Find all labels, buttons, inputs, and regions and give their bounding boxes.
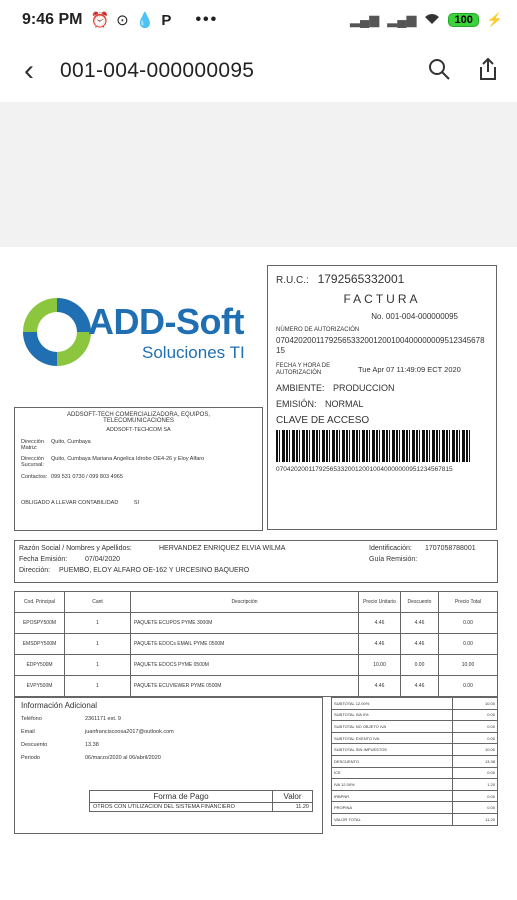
info-value: juanfranciscoosa2017@outlook.com — [85, 729, 174, 735]
dir-sucursal-label: Dirección Sucursal: — [21, 456, 44, 468]
info-key: Periodo — [21, 755, 40, 761]
totals-row — [332, 790, 498, 802]
cell: PAQUETE ECUVIEWER PYME 0500M — [131, 676, 359, 697]
totals-row — [332, 755, 498, 767]
document-top-margin — [0, 102, 517, 247]
signal-icon: ▂▄▆ — [350, 12, 380, 27]
doc-type: FACTURA — [343, 292, 421, 306]
auth-number: 0704202001179256533200120010040000000951234567815 — [276, 336, 485, 356]
col-header: Precio Total — [439, 592, 498, 613]
contacto: 099 531 0730 / 099 803 4965 — [51, 474, 123, 480]
total-label: SUBTOTAL EXENTO IVA — [332, 732, 453, 744]
totals-row — [332, 813, 498, 825]
ruc-box — [267, 265, 497, 530]
contabilidad-label: OBLIGADO A LLEVAR CONTABILIDAD — [21, 500, 119, 506]
total-value: 10.00 — [453, 698, 498, 710]
total-value: 0.00 — [453, 802, 498, 814]
date-value: Tue Apr 07 11:49:09 ECT 2020 — [358, 365, 461, 375]
table-row — [15, 613, 498, 634]
info-value: 06/marzo/2020 al 06/abril/2020 — [85, 755, 161, 761]
info-key: Teléfono — [21, 716, 42, 722]
totals-row — [332, 802, 498, 814]
total-value: 10.00 — [453, 744, 498, 756]
info-key: Descuento — [21, 742, 48, 748]
company-logo — [22, 295, 258, 375]
cell: EDPY500M — [15, 655, 65, 676]
col-header: Cod. Principal — [15, 592, 65, 613]
drop-icon: 💧 — [135, 12, 155, 29]
total-label: IRBPNR — [332, 790, 453, 802]
table-row — [15, 676, 498, 697]
search-icon[interactable] — [427, 57, 451, 86]
logo-name: ADD-Soft — [88, 301, 244, 342]
totals-table — [331, 697, 498, 826]
total-label: SUBTOTAL IVA 0% — [332, 709, 453, 721]
additional-info-box — [14, 697, 323, 834]
fecha-label: Fecha Emisión: — [19, 556, 68, 563]
more-notifications-icon: ••• — [195, 11, 219, 28]
dir-matriz-label: Dirección Matriz: — [21, 439, 44, 451]
total-value: 0.00 — [453, 721, 498, 733]
charging-icon: ⚡ — [486, 12, 503, 27]
document-title: 001-004-000000095 — [60, 59, 255, 82]
total-label: DESCUENTO — [332, 755, 453, 767]
col-header: Descuento — [401, 592, 439, 613]
table-row — [15, 634, 498, 655]
cell: 4.46 — [401, 676, 439, 697]
ruc-value: 1792565332001 — [317, 272, 405, 286]
contabilidad-value: SI — [133, 500, 140, 506]
guia-label: Guía Remisión: — [369, 556, 418, 563]
payment-header: Valor — [273, 791, 313, 803]
cell: 0.00 — [439, 634, 498, 655]
cell: 10.00 — [359, 655, 401, 676]
battery-icon: 100 — [448, 13, 478, 27]
client-label: Razón Social / Nombres y Apellidos: — [19, 545, 132, 552]
total-value: 0.00 — [453, 767, 498, 779]
info-value: 2361171 ext. 9 — [85, 716, 121, 722]
info-key: Email — [21, 729, 35, 735]
totals-row — [332, 779, 498, 791]
cell: 0.00 — [401, 655, 439, 676]
cell: 4.46 — [401, 613, 439, 634]
back-icon[interactable]: ‹ — [24, 54, 34, 87]
env-value: PRODUCCION — [333, 383, 395, 394]
id-value: 1707058788001 — [425, 545, 476, 552]
totals-row — [332, 698, 498, 710]
client-name: HERVANDEZ ENRIQUEZ ELVIA WILMA — [159, 545, 286, 552]
cell: PAQUETE EDOCS PYME 0500M — [131, 655, 359, 676]
total-value: 0.00 — [453, 790, 498, 802]
totals-row — [332, 732, 498, 744]
alarm-icon: ⏰ — [90, 12, 110, 29]
company-short: ADDSOFT-TECHCOM SA — [106, 427, 171, 433]
wifi-icon — [424, 13, 440, 28]
barcode — [276, 430, 472, 462]
totals-row — [332, 744, 498, 756]
total-label: SUBTOTAL 12.00% — [332, 698, 453, 710]
access-key: 0704202001179256533200120010040000000951234567815 — [276, 466, 453, 474]
cell: PAQUETE ECUPOS PYME 3000M — [131, 613, 359, 634]
items-header — [15, 592, 498, 613]
cell: PAQUETE EDOCs EMAIL PYME 0500M — [131, 634, 359, 655]
table-row — [15, 655, 498, 676]
col-header: Descripción — [131, 592, 359, 613]
cell: 10.00 — [439, 655, 498, 676]
ruc-label: R.U.C.: — [276, 275, 309, 286]
status-bar — [0, 0, 517, 40]
total-value: 1.20 — [453, 779, 498, 791]
invoice-number: No. 001-004-000000095 — [371, 312, 458, 321]
dir-matriz: Quito, Cumbaya — [51, 439, 91, 445]
cell: 1 — [65, 613, 131, 634]
additional-info-title: Información Adicional — [21, 701, 98, 710]
date-label: FECHA Y HORA DE AUTORIZACIÓN — [276, 362, 331, 376]
signal2-icon: ▂▄▆ — [387, 12, 417, 27]
company-name: ADDSOFT-TECH COMERCIALIZADORA, EQUIPOS, TELECOMUNICACIONES — [66, 412, 210, 424]
contacto-label: Contactos: — [21, 474, 48, 480]
cell: 4.46 — [359, 676, 401, 697]
dir-value: PUEMBO, ELOY ALFARO OE-162 Y URCESINO BAQUERO — [59, 567, 250, 574]
cell: 4.46 — [401, 634, 439, 655]
env-label: AMBIENTE: — [276, 383, 325, 394]
total-label: SUBTOTAL NO OBJETO IVA — [332, 721, 453, 733]
parking-icon: P — [161, 11, 172, 29]
total-label: ICE — [332, 767, 453, 779]
cell: 4.46 — [359, 634, 401, 655]
totals-row — [332, 709, 498, 721]
share-icon[interactable] — [477, 57, 499, 86]
timer-icon: ⊙ — [116, 12, 129, 29]
emission-label: EMISIÓN: — [276, 399, 317, 410]
cell: 1 — [65, 655, 131, 676]
total-value: 0.00 — [453, 709, 498, 721]
cell: 1 — [65, 676, 131, 697]
logo-tagline: Soluciones TI — [142, 343, 245, 362]
cell: 1 — [65, 634, 131, 655]
total-value: 11.20 — [453, 813, 498, 825]
dir-sucursal: Quito, Cumbaya Mariana Angelica Idrobo OE4-26 y Eloy Alfaro — [51, 456, 205, 462]
cell: EPOSPY500M — [15, 613, 65, 634]
total-value: 13.38 — [453, 755, 498, 767]
total-label: PROPINA — [332, 802, 453, 814]
totals-row — [332, 767, 498, 779]
client-box — [14, 540, 498, 583]
total-label: IVA 12.00% — [332, 779, 453, 791]
cell: EVPY500M — [15, 676, 65, 697]
items-table — [14, 591, 498, 697]
cell: EMSDPY500M — [15, 634, 65, 655]
status-time: 9:46 PM — [22, 11, 83, 28]
dir-label: Dirección: — [19, 567, 51, 574]
col-header: Precio Unitario — [359, 592, 401, 613]
payment-method: OTROS CON UTILIZACION DEL SISTEMA FINANCIERO — [90, 803, 273, 812]
cell: 0.00 — [439, 676, 498, 697]
app-bar — [0, 40, 517, 102]
cell: 4.46 — [359, 613, 401, 634]
company-info-box — [14, 407, 263, 531]
total-label: SUBTOTAL SIN IMPUESTOS — [332, 744, 453, 756]
totals-row — [332, 721, 498, 733]
total-label: VALOR TOTAL — [332, 813, 453, 825]
total-value: 0.00 — [453, 732, 498, 744]
cell: 0.00 — [439, 613, 498, 634]
invoice-document[interactable] — [0, 247, 517, 857]
id-label: Identificación: — [369, 545, 412, 552]
payment-table — [89, 790, 313, 812]
info-value: 13.38 — [85, 742, 99, 748]
fecha-value: 07/04/2020 — [85, 556, 121, 563]
payment-value: 11.20 — [273, 803, 313, 812]
payment-header: Forma de Pago — [90, 791, 273, 803]
access-label: CLAVE DE ACCESO — [276, 415, 370, 427]
col-header: Cant — [65, 592, 131, 613]
emission-value: NORMAL — [325, 399, 364, 410]
auth-label: NÚMERO DE AUTORIZACIÓN — [276, 327, 360, 333]
